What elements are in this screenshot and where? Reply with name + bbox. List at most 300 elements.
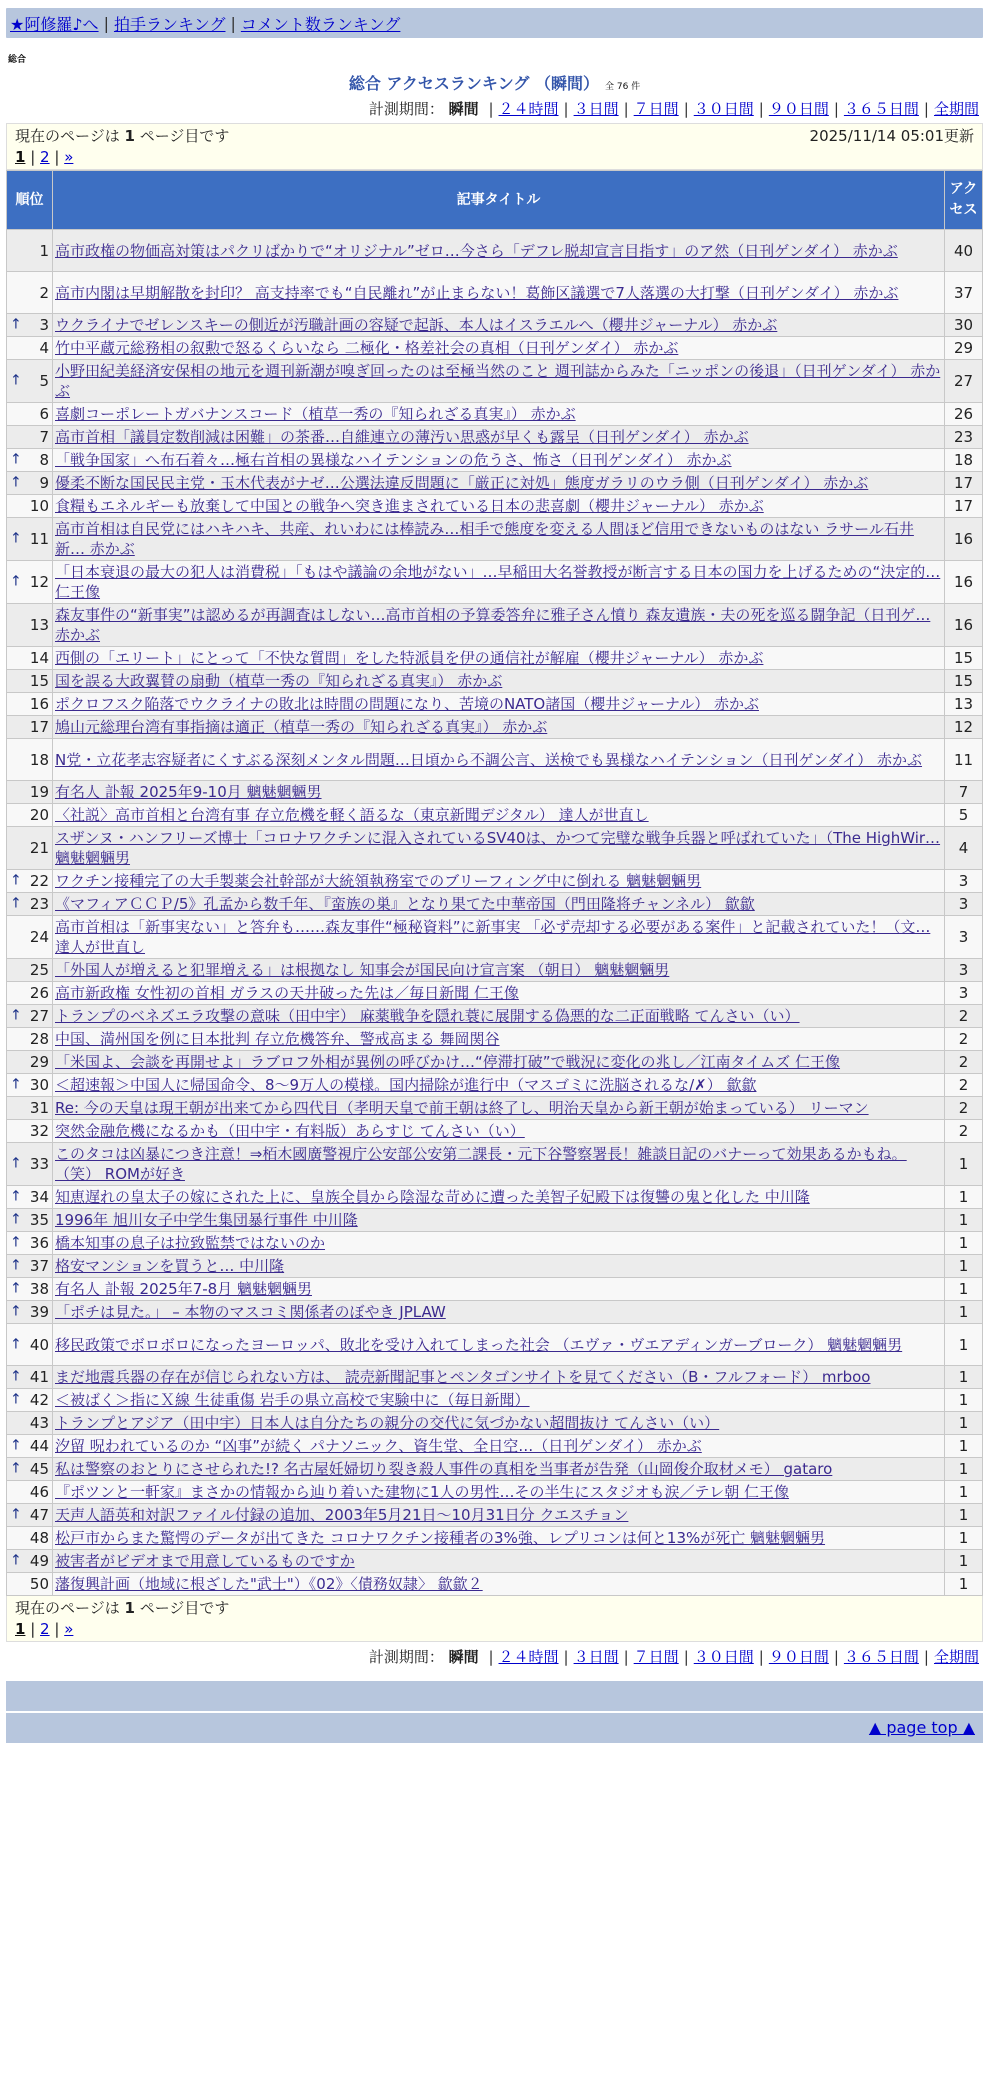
- rank-cell: [7, 1481, 53, 1504]
- rank-number: 4: [39, 339, 49, 357]
- access-count: 2: [945, 1074, 983, 1097]
- title-cell: [53, 426, 945, 449]
- access-count: 15: [945, 670, 983, 693]
- table-row: [7, 916, 983, 959]
- article-link[interactable]: 「外国人が増えると犯罪増える」は根拠なし 知事会が国民向け宣言案 （朝日） 魑魅魍魎男: [55, 961, 670, 979]
- page-next-link[interactable]: »: [64, 148, 74, 166]
- article-link[interactable]: 優柔不断な国民民主党・玉木代表がナゼ…公選法違反問題に「厳正に対処」態度ガラリのウラ側（日刊ゲンダイ） 赤かぶ: [55, 474, 869, 492]
- period-separator: |: [833, 1648, 839, 1666]
- nav-home-link[interactable]: ★阿修羅♪へ: [10, 14, 99, 34]
- access-count: 1: [945, 1527, 983, 1550]
- title-cell: [53, 230, 945, 272]
- article-link[interactable]: 移民政策でボロボロになったヨーロッパ、敗北を受け入れてしまった社会 （エヴァ・ヴエアディンガーブローク） 魑魅魍魎男: [55, 1335, 903, 1354]
- article-link[interactable]: 高市首相は「新事実ない」と答弁も……森友事件“極秘資料”に新事実 「必ず売却する必要がある案件」と記載されていた！（文… 達人が世直し: [55, 918, 931, 956]
- period-link[interactable]: ７日間: [633, 1648, 679, 1666]
- rank-up-arrow-icon: ↑: [10, 872, 22, 889]
- access-count: 16: [945, 561, 983, 604]
- access-count: 1: [945, 1550, 983, 1573]
- rank-cell: [7, 1573, 53, 1596]
- table-row: [7, 1120, 983, 1143]
- article-link[interactable]: 汐留 呪われているのか “凶事”が続く パナソニック、資生堂、全日空…（日刊ゲンダイ） 赤かぶ: [55, 1437, 702, 1455]
- rank-number: 37: [29, 1257, 49, 1275]
- title-cell: [53, 804, 945, 827]
- rank-up-arrow-icon: ↑: [10, 316, 22, 333]
- title-cell: [53, 870, 945, 893]
- article-link[interactable]: 知恵遅れの皇太子の嫁にされた上に、皇族全員から陰湿な苛めに遭った美智子妃殿下は復讐の鬼と化した 中川隆: [55, 1188, 810, 1206]
- table-row: [7, 337, 983, 360]
- article-link[interactable]: 松戸市からまた驚愕のデータが出てきた コロナワクチン接種者の3%強、レプリコンは何と13%が死亡 魑魅魍魎男: [55, 1529, 826, 1547]
- article-link[interactable]: 突然金融危機になるかも（田中宇・有料版）あらすじ てんさい（い）: [55, 1122, 525, 1140]
- title-cell: [53, 403, 945, 426]
- article-link[interactable]: 高市新政権 女性初の首相 ガラスの天井破った先は／毎日新聞 仁王像: [55, 984, 519, 1002]
- period-label: 計測期間：: [368, 1648, 444, 1666]
- table-row: [7, 716, 983, 739]
- rank-cell: [7, 1527, 53, 1550]
- rank-number: 25: [29, 961, 49, 979]
- category-label: 総合: [8, 55, 27, 65]
- period-separator: |: [563, 1648, 569, 1666]
- access-count: 3: [945, 870, 983, 893]
- rank-number: 11: [29, 530, 49, 548]
- period-link[interactable]: ９０日間: [768, 100, 829, 118]
- rank-cell: [7, 827, 53, 870]
- rank-number: 9: [39, 474, 49, 492]
- article-link[interactable]: 有名人 訃報 2025年9-10月 魑魅魍魎男: [55, 783, 322, 801]
- article-link[interactable]: 格安マンションを買うと… 中川隆: [55, 1257, 285, 1275]
- rank-number: 49: [29, 1552, 49, 1570]
- period-separator: |: [488, 1648, 494, 1666]
- rank-up-arrow-icon: ↑: [10, 474, 22, 491]
- total-count: 全 76 件: [605, 82, 641, 92]
- period-current: 瞬間: [448, 1648, 479, 1666]
- access-count: 1: [945, 1573, 983, 1596]
- table-row: [7, 272, 983, 314]
- article-link[interactable]: N党・立花孝志容疑者にくすぶる深刻メンタル問題…日頃から不調公言、送検でも異様なハイテンション（日刊ゲンダイ） 赤かぶ: [55, 750, 923, 769]
- rank-number: 39: [29, 1303, 49, 1321]
- rank-cell: [7, 1143, 53, 1186]
- rank-cell: [7, 1186, 53, 1209]
- rank-up-arrow-icon: ↑: [10, 1155, 22, 1172]
- title-cell: [53, 1186, 945, 1209]
- article-link[interactable]: 中国、満州国を例に日本批判 存立危機答弁、警戒高まる 舞岡関谷: [55, 1030, 500, 1048]
- title-cell: [53, 1527, 945, 1550]
- article-link[interactable]: 竹中平蔵元総務相の叙勲で怒るくらいなら 二極化・格差社会の真相（日刊ゲンダイ） 赤かぶ: [55, 339, 679, 357]
- nav-comment-ranking-link[interactable]: コメント数ランキング: [240, 14, 401, 34]
- article-link[interactable]: 〈社説〉高市首相と台湾有事 存立危機を軽く語るな（東京新聞デジタル） 達人が世直し: [55, 806, 649, 824]
- table-row: [7, 1412, 983, 1435]
- col-rank-header: 順位: [7, 171, 53, 230]
- article-link[interactable]: 天声人語英和対訳ファイル付録の追加、2003年5月21日〜10月31日分 クエスチョン: [55, 1506, 629, 1524]
- rank-cell: [7, 561, 53, 604]
- rank-up-arrow-icon: ↑: [10, 1391, 22, 1408]
- rank-up-arrow-icon: ↑: [10, 1076, 22, 1093]
- rank-number: 6: [39, 405, 49, 423]
- article-link[interactable]: ポクロフスク陥落でウクライナの敗北は時間の問題になり、苦境のNATO諸国（櫻井ジャーナル） 赤かぶ: [55, 695, 759, 713]
- period-separator: |: [758, 100, 764, 118]
- rank-number: 33: [29, 1155, 49, 1173]
- rank-number: 14: [29, 649, 49, 667]
- table-row: [7, 893, 983, 916]
- article-link[interactable]: 鳩山元総理台湾有事指摘は適正（植草一秀の『知られざる真実』） 赤かぶ: [55, 718, 548, 736]
- rank-number: 44: [29, 1437, 49, 1455]
- article-link[interactable]: 高市内閣は早期解散を封印？ 高支持率でも“自民離れ”が止まらない！葛飾区議選で7人落選の大打撃（日刊ゲンダイ） 赤かぶ: [55, 283, 899, 302]
- rank-cell: [7, 716, 53, 739]
- title-cell: [53, 1120, 945, 1143]
- title-cell: [53, 518, 945, 561]
- access-count: 2: [945, 1097, 983, 1120]
- access-count: 1: [945, 1412, 983, 1435]
- access-count: 37: [945, 272, 983, 314]
- rank-cell: [7, 693, 53, 716]
- article-link[interactable]: ＜超速報＞中国人に帰国命令、8〜9万人の模様。国内掃除が進行中（マスゴミに洗脳されるな/✗） 歙歙: [55, 1076, 757, 1094]
- period-link[interactable]: ３６５日間: [843, 1648, 919, 1666]
- table-row: [7, 1143, 983, 1186]
- table-row: [7, 1278, 983, 1301]
- article-link[interactable]: 西側の「エリート」にとって「不快な質問」をした特派員を伊の通信社が解雇（櫻井ジャーナル） 赤かぶ: [55, 649, 764, 667]
- period-link[interactable]: ９０日間: [768, 1648, 829, 1666]
- rank-up-arrow-icon: ↑: [10, 1007, 22, 1024]
- title-cell: [53, 360, 945, 403]
- table-row: [7, 1389, 983, 1412]
- table-row: [7, 959, 983, 982]
- article-link[interactable]: スザンヌ・ハンフリーズ博士「コロナワクチンに混入されているSV40は、かつて完璧な戦争兵器と呼ばれていた」（The HighWir… 魑魅魍魎男: [55, 829, 941, 867]
- rank-number: 3: [39, 316, 49, 334]
- footer-bar: [6, 1681, 983, 1711]
- table-row: [7, 495, 983, 518]
- table-row: [7, 604, 983, 647]
- period-link[interactable]: 全期間: [933, 1648, 979, 1666]
- article-link[interactable]: ウクライナでゼレンスキーの側近が汚職計画の容疑で起訴、本人はイスラエルへ（櫻井ジャーナル） 赤かぶ: [55, 316, 778, 334]
- rank-cell: [7, 1120, 53, 1143]
- article-link[interactable]: 高市首相は自民党にはハキハキ、共産、れいわには棒読み…相手で態度を変える人間ほど信用できないものはない ラサール石井 新… 赤かぶ: [55, 520, 914, 558]
- period-separator: |: [683, 100, 689, 118]
- rank-up-arrow-icon: ↑: [10, 1188, 22, 1205]
- title-cell: [53, 693, 945, 716]
- rank-number: 30: [29, 1076, 49, 1094]
- period-link[interactable]: ３日間: [573, 100, 619, 118]
- rank-number: 22: [29, 872, 49, 890]
- article-link[interactable]: 「米国よ、会談を再開せよ」ラブロフ外相が異例の呼びかけ…“停滞打破”で戦況に変化の兆し／江南タイムズ 仁王像: [55, 1053, 841, 1071]
- title-cell: [53, 1573, 945, 1596]
- article-link[interactable]: ＜被ばく＞指にＸ線 生徒重傷 岩手の県立高校で実験中に（毎日新聞）: [55, 1391, 530, 1409]
- rank-number: 41: [29, 1368, 49, 1386]
- period-current: 瞬間: [448, 100, 479, 118]
- table-row: [7, 827, 983, 870]
- rank-number: 18: [29, 750, 49, 769]
- rank-cell: [7, 426, 53, 449]
- table-row: [7, 1186, 983, 1209]
- table-row: [7, 1301, 983, 1324]
- period-separator: |: [833, 100, 839, 118]
- article-link[interactable]: トランプとアジア（田中宇）日本人は自分たちの親分の交代に気づかない超間抜け てんさい（い）: [55, 1414, 720, 1432]
- access-count: 3: [945, 916, 983, 959]
- rank-up-arrow-icon: ↑: [10, 1506, 22, 1523]
- title-cell: [53, 716, 945, 739]
- pagination: 1 | 2 | »: [15, 148, 74, 166]
- title-cell: [53, 1028, 945, 1051]
- rank-cell: [7, 916, 53, 959]
- rank-number: 13: [29, 616, 49, 634]
- rank-cell: [7, 1051, 53, 1074]
- rank-up-arrow-icon: ↑: [10, 1234, 22, 1251]
- table-row: [7, 1232, 983, 1255]
- updated-timestamp: 2025/11/14 05:01更新: [809, 127, 974, 145]
- table-row: [7, 314, 983, 337]
- period-link[interactable]: ２４時間: [498, 100, 559, 118]
- rank-number: 38: [29, 1280, 49, 1298]
- rank-number: 7: [39, 428, 49, 446]
- access-count: 1: [945, 1504, 983, 1527]
- rank-number: 43: [29, 1414, 49, 1432]
- rank-number: 2: [39, 283, 49, 302]
- rank-cell: [7, 982, 53, 1005]
- article-link[interactable]: 食糧もエネルギーも放棄して中国との戦争へ突き進まされている日本の悲喜劇（櫻井ジャーナル） 赤かぶ: [55, 497, 764, 515]
- table-row: [7, 230, 983, 272]
- article-link[interactable]: このタコは凶暴につき注意！⇒栢木國廣警視庁公安部公安第二課長・元下谷警察署長！雑談日記のバナーって効果あるかもね。（笑） ROMが好き: [55, 1145, 907, 1183]
- rank-number: 47: [29, 1506, 49, 1524]
- rank-cell: [7, 1209, 53, 1232]
- table-row: [7, 1051, 983, 1074]
- rank-cell: [7, 781, 53, 804]
- article-link[interactable]: 私は警察のおとりにさせられた!? 名古屋妊婦切り裂き殺人事件の真相を当事者が告発（山岡俊介取材メモ） gataro: [55, 1460, 833, 1478]
- access-count: 1: [945, 1366, 983, 1389]
- table-row: [7, 426, 983, 449]
- rank-number: 20: [29, 806, 49, 824]
- access-count: 1: [945, 1278, 983, 1301]
- article-link[interactable]: 喜劇コーポレートガバナンスコード（植草一秀の『知られざる真実』） 赤かぶ: [55, 405, 576, 423]
- rank-cell: [7, 670, 53, 693]
- rank-number: 34: [29, 1188, 49, 1206]
- title-cell: [53, 1097, 945, 1120]
- rank-number: 1: [39, 241, 49, 260]
- article-link[interactable]: 「日本衰退の最大の犯人は消費税」「もはや議論の余地がない」…早稲田大名誉教授が断言する日本の国力を上げるための“決定的… 仁王像: [55, 563, 941, 601]
- title-cell: [53, 1074, 945, 1097]
- nav-separator: |: [230, 13, 236, 33]
- rank-cell: [7, 495, 53, 518]
- article-link[interactable]: トランプのベネズエラ攻撃の意味（田中宇） 麻薬戦争を隠れ蓑に展開する偽悪的な二正面戦略 てんさい（い）: [55, 1007, 800, 1025]
- access-count: 16: [945, 518, 983, 561]
- period-link[interactable]: ７日間: [633, 100, 679, 118]
- table-row: [7, 1435, 983, 1458]
- access-count: 3: [945, 982, 983, 1005]
- rank-number: 16: [29, 695, 49, 713]
- article-link[interactable]: 被害者がビデオまで用意しているものですか: [55, 1552, 355, 1570]
- access-count: 15: [945, 647, 983, 670]
- rank-cell: [7, 272, 53, 314]
- title-cell: [53, 916, 945, 959]
- period-selector-bottom: [6, 1646, 983, 1667]
- article-link[interactable]: 高市政権の物価高対策はパクリばかりで“オリジナル”ゼロ…今さら「デフレ脱却宣言目指す」のア然（日刊ゲンダイ） 赤かぶ: [55, 241, 898, 260]
- rank-cell: [7, 647, 53, 670]
- nav-applause-ranking-link[interactable]: 拍手ランキング: [113, 14, 226, 34]
- period-label: 計測期間：: [368, 100, 444, 118]
- access-count: 1: [945, 1232, 983, 1255]
- rank-cell: [7, 1255, 53, 1278]
- access-count: 16: [945, 604, 983, 647]
- rank-up-arrow-icon: ↑: [10, 1211, 22, 1228]
- page-next-link[interactable]: »: [64, 1620, 74, 1638]
- current-page-text: 現在のページは 1 ページ目です: [15, 1599, 230, 1617]
- period-link[interactable]: ３０日間: [693, 1648, 754, 1666]
- period-link[interactable]: ３０日間: [693, 100, 754, 118]
- period-link[interactable]: ３６５日間: [843, 100, 919, 118]
- article-link[interactable]: ワクチン接種完了の大手製薬会社幹部が大統領執務室でのブリーフィング中に倒れる 魑魅魍魎男: [55, 872, 702, 890]
- rank-number: 35: [29, 1211, 49, 1229]
- rank-number: 42: [29, 1391, 49, 1409]
- title-cell: [53, 670, 945, 693]
- rank-number: 5: [39, 372, 49, 390]
- title-cell: [53, 1366, 945, 1389]
- rank-cell: [7, 870, 53, 893]
- rank-number: 12: [29, 573, 49, 591]
- access-count: 3: [945, 893, 983, 916]
- rank-cell: [7, 1232, 53, 1255]
- rank-cell: [7, 1412, 53, 1435]
- access-count: 1: [945, 1458, 983, 1481]
- access-count: 27: [945, 360, 983, 403]
- table-row: [7, 1255, 983, 1278]
- table-row: [7, 693, 983, 716]
- rank-number: 15: [29, 672, 49, 690]
- table-row: [7, 1527, 983, 1550]
- rank-cell: [7, 1028, 53, 1051]
- title-cell: [53, 1209, 945, 1232]
- article-link[interactable]: 橋本知事の息子は拉致監禁ではないのか: [55, 1234, 326, 1252]
- rank-cell: [7, 472, 53, 495]
- title-cell: [53, 1324, 945, 1366]
- period-separator: |: [563, 100, 569, 118]
- access-count: 1: [945, 1255, 983, 1278]
- title-cell: [53, 337, 945, 360]
- access-count: 2: [945, 1120, 983, 1143]
- page-top-link[interactable]: ▲ page top ▲: [868, 1718, 975, 1737]
- access-count: 7: [945, 781, 983, 804]
- article-link[interactable]: 「戦争国家」へ布石着々…極右首相の異様なハイテンションの危うさ、怖さ（日刊ゲンダイ） 赤かぶ: [55, 451, 732, 469]
- top-nav: [6, 8, 983, 38]
- table-row: [7, 1097, 983, 1120]
- rank-number: 17: [29, 718, 49, 736]
- table-row: [7, 647, 983, 670]
- access-count: 26: [945, 403, 983, 426]
- access-count: 30: [945, 314, 983, 337]
- table-row: [7, 1550, 983, 1573]
- article-link[interactable]: 《マフィアＣＣＰ/5》孔孟から数千年、『蛮族の巣』となり果てた中華帝国（門田隆将チャンネル） 歙歙: [55, 895, 755, 913]
- access-count: 17: [945, 472, 983, 495]
- period-link[interactable]: ３日間: [573, 1648, 619, 1666]
- article-link[interactable]: Re: 今の天皇は現王朝が出来てから四代目（孝明天皇で前王朝は終了し、明治天皇から新王朝が始まっている） リーマン: [55, 1099, 869, 1117]
- article-link[interactable]: 藩復興計画（地域に根ざした"武士"）《02》〈債務奴隷〉 歙歙２: [55, 1575, 483, 1593]
- page-current: 1: [15, 148, 26, 166]
- title-cell: [53, 959, 945, 982]
- period-link[interactable]: 全期間: [933, 100, 979, 118]
- rank-cell: [7, 1301, 53, 1324]
- title-cell: [53, 1435, 945, 1458]
- article-link[interactable]: 1996年 旭川女子中学生集団暴行事件 中川隆: [55, 1211, 358, 1229]
- table-row: [7, 1481, 983, 1504]
- rank-up-arrow-icon: ↑: [10, 1303, 22, 1320]
- access-count: 2: [945, 1028, 983, 1051]
- title-cell: [53, 272, 945, 314]
- page-2-link[interactable]: 2: [40, 1620, 50, 1638]
- article-link[interactable]: 小野田紀美経済安保相の地元を週刊新潮が嗅ぎ回ったのは至極当然のこと 週刊誌からみた「ニッポンの後退」（日刊ゲンダイ） 赤かぶ: [55, 362, 941, 400]
- period-selector: [6, 98, 983, 119]
- article-link[interactable]: 有名人 訃報 2025年7-8月 魑魅魍魎男: [55, 1280, 312, 1298]
- rank-number: 31: [29, 1099, 49, 1117]
- title-cell: [53, 1051, 945, 1074]
- table-row: [7, 670, 983, 693]
- title-cell: [53, 1255, 945, 1278]
- rank-up-arrow-icon: ↑: [10, 1280, 22, 1297]
- rank-number: 45: [29, 1460, 49, 1478]
- article-link[interactable]: 国を誤る大政翼賛の扇動（植草一秀の『知られざる真実』） 赤かぶ: [55, 672, 503, 690]
- table-row: [7, 561, 983, 604]
- rank-number: 8: [39, 451, 49, 469]
- rank-number: 48: [29, 1529, 49, 1547]
- title-cell: [53, 781, 945, 804]
- rank-up-arrow-icon: ↑: [10, 1335, 22, 1352]
- article-link[interactable]: まだ地震兵器の存在が信じられない方は、 読売新聞記事とペンタゴンサイトを見てください（B・フルフォード） mrboo: [55, 1368, 871, 1386]
- rank-cell: [7, 360, 53, 403]
- table-row: [7, 1324, 983, 1366]
- rank-cell: [7, 739, 53, 781]
- title-cell: [53, 1458, 945, 1481]
- rank-number: 46: [29, 1483, 49, 1501]
- table-row: [7, 1028, 983, 1051]
- rank-up-arrow-icon: ↑: [10, 1257, 22, 1274]
- access-count: 5: [945, 804, 983, 827]
- rank-number: 29: [29, 1053, 49, 1071]
- period-separator: |: [923, 1648, 929, 1666]
- col-access-header: アクセス: [945, 171, 983, 230]
- table-row: [7, 870, 983, 893]
- title-cell: [53, 449, 945, 472]
- title-cell: [53, 314, 945, 337]
- article-link[interactable]: 「ポチは見た。」 – 本物のマスコミ関係者のぼやき JPLAW: [55, 1303, 446, 1321]
- table-row: [7, 1366, 983, 1389]
- title-cell: [53, 982, 945, 1005]
- rank-up-arrow-icon: ↑: [10, 372, 22, 389]
- rank-cell: [7, 1366, 53, 1389]
- article-link[interactable]: 森友事件の“新事実”は認めるが再調査はしない…高市首相の予算委答弁に雅子さん憤り 森友遺族・夫の死を巡る闘争記（日刊ゲ… 赤かぶ: [55, 606, 931, 644]
- page-2-link[interactable]: 2: [40, 148, 50, 166]
- access-count: 29: [945, 337, 983, 360]
- current-page-text: 現在のページは 1 ページ目です: [15, 127, 230, 145]
- rank-up-arrow-icon: ↑: [10, 1368, 22, 1385]
- title-cell: [53, 1550, 945, 1573]
- rank-up-arrow-icon: ↑: [10, 1552, 22, 1569]
- rank-number: 50: [29, 1575, 49, 1593]
- article-link[interactable]: 『ポツンと一軒家』まさかの情報から辿り着いた建物に1人の男性…その半生にスタジオも涙／テレ朝 仁王像: [55, 1483, 790, 1501]
- article-link[interactable]: 高市首相「議員定数削減は困難」の茶番…自維連立の薄汚い思惑が早くも露呈（日刊ゲンダイ） 赤かぶ: [55, 428, 749, 446]
- title-cell: [53, 604, 945, 647]
- rank-cell: [7, 1005, 53, 1028]
- access-count: 13: [945, 693, 983, 716]
- access-count: 1: [945, 1389, 983, 1412]
- rank-cell: [7, 314, 53, 337]
- table-row: [7, 1209, 983, 1232]
- title-cell: [53, 893, 945, 916]
- table-row: [7, 1573, 983, 1596]
- period-link[interactable]: ２４時間: [498, 1648, 559, 1666]
- page-title: 総合 アクセスランキング （瞬間）: [348, 74, 599, 93]
- rank-cell: [7, 1074, 53, 1097]
- rank-cell: [7, 804, 53, 827]
- rank-up-arrow-icon: ↑: [10, 895, 22, 912]
- title-cell: [53, 1278, 945, 1301]
- rank-cell: [7, 518, 53, 561]
- rank-cell: [7, 449, 53, 472]
- rank-cell: [7, 604, 53, 647]
